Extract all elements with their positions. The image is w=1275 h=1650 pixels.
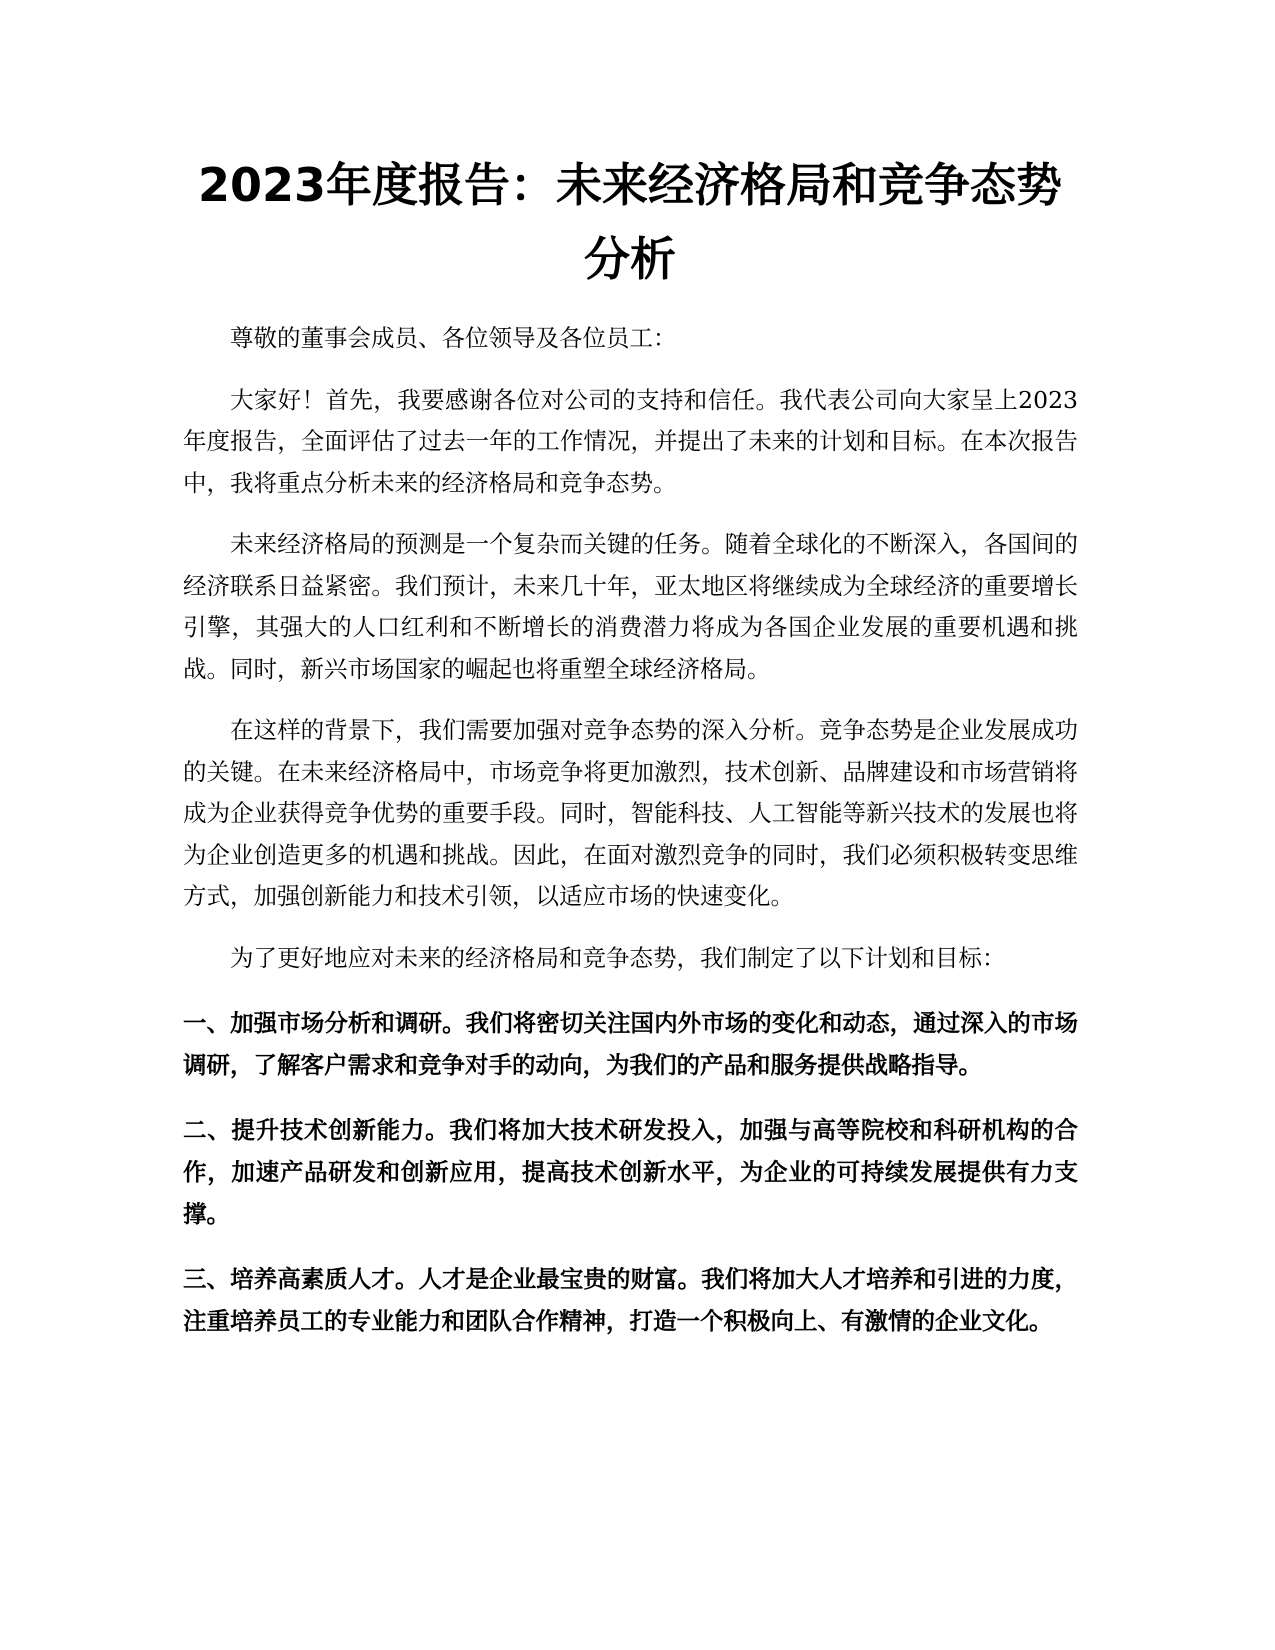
paragraph-opening: 大家好！首先，我要感谢各位对公司的支持和信任。我代表公司向大家呈上2023年度报告，全面评估了过去一年的工作情况，并提出了未来的计划和目标。在本次报告中，我将重点分析未来的经济格局和竞争态势。	[183, 385, 1078, 497]
plan-intro: 为了更好地应对未来的经济格局和竞争态势，我们制定了以下计划和目标：	[230, 943, 1006, 972]
paragraph-economic-outlook: 未来经济格局的预测是一个复杂而关键的任务。随着全球化的不断深入，各国间的经济联系日益紧密。我们预计，未来几十年，亚太地区将继续成为全球经济的重要增长引擎，其强大的人口红利和不断增长的消费潜力将成为各国企业发展的重要机遇和挑战。同时，新兴市场国家的崛起也将重塑全球经济格局。	[183, 530, 1078, 683]
plan-item-tech-innovation: 二、提升技术创新能力。我们将加大技术研发投入，加强与高等院校和科研机构的合作，加速产品研发和创新应用，提高技术创新水平，为企业的可持续发展提供有力支撑。	[183, 1116, 1078, 1228]
document-title: 2023年度报告：未来经济格局和竞争态势分析	[197, 158, 1063, 286]
plan-item-talent: 三、培养高素质人才。人才是企业最宝贵的财富。我们将加大人才培养和引进的力度，注重培养员工的专业能力和团队合作精神，打造一个积极向上、有激情的企业文化。	[183, 1265, 1078, 1335]
salutation: 尊敬的董事会成员、各位领导及各位员工：	[230, 324, 677, 352]
plan-item-market-research: 一、加强市场分析和调研。我们将密切关注国内外市场的变化和动态，通过深入的市场调研，了解客户需求和竞争对手的动向，为我们的产品和服务提供战略指导。	[183, 1009, 1078, 1079]
document-body	[183, 318, 1078, 1365]
paragraph-competition-analysis: 在这样的背景下，我们需要加强对竞争态势的深入分析。竞争态势是企业发展成功的关键。在未来经济格局中，市场竞争将更加激烈，技术创新、品牌建设和市场营销将成为企业获得竞争优势的重要手段。同时，智能科技、人工智能等新兴技术的发展也将为企业创造更多的机遇和挑战。因此，在面对激烈竞争的同时，我们必须积极转变思维方式，加强创新能力和技术引领，以适应市场的快速变化。	[183, 716, 1078, 910]
